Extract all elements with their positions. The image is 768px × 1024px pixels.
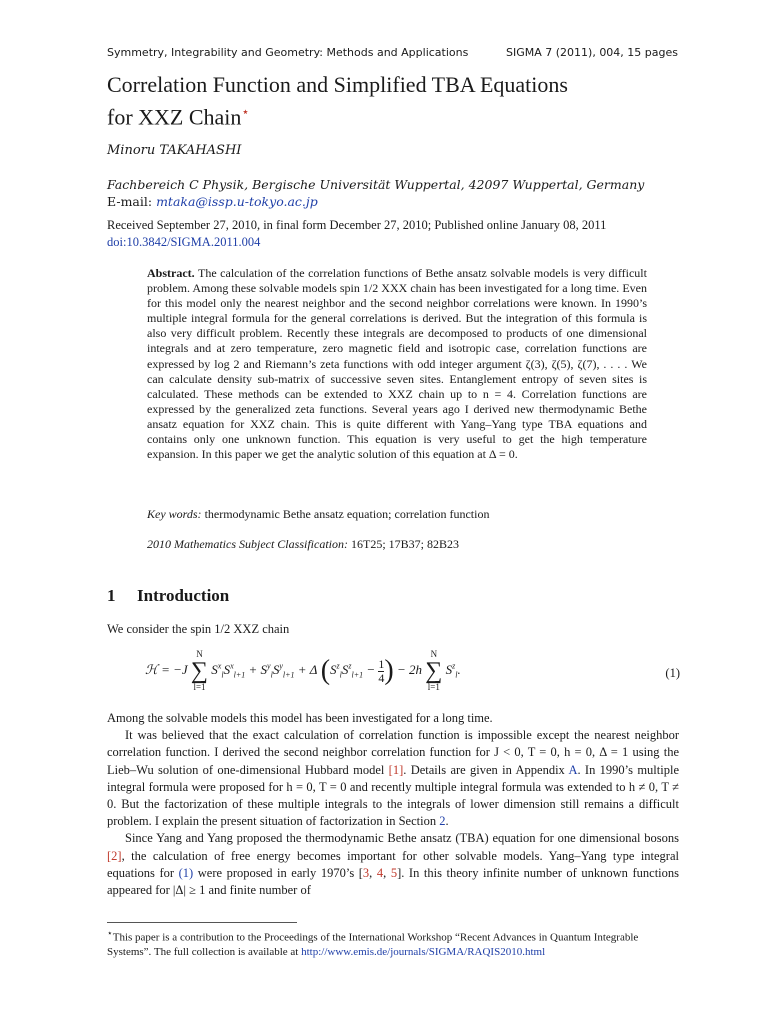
abstract-text: The calculation of the correlation functions of Bethe ansatz solvable models is very difficult problem. Among these solvable models spin 1/2 XXX chain has been investigated for a long time. Even for this model only the nearest neighbor and the second neighbor correlations were known. In 1990’s multiple integral formula for the general correlations is derived. But the integration of this formula is also very difficult problem. Recently these integrals are decomposed to products of one dimensional integrals and at zero temperature, zero magnetic field and isotropic case, correlation functions are expressed by log 2 and Riemann’s zeta functions with odd integer argument ζ(3), ζ(5), ζ(7), . . . . We can calculate density sub-matrix of successive seven sites. Entanglement entropy of seven sites is calculated. These methods can be extended to XXZ chain up to n = 4. Correlation functions are expressed by the generalized zeta functions. Several years ago I derived new thermodynamic Bethe ansatz equation for XXZ chain. This is quite different with Yang–Yang type TBA equations and contains only one unknown function. This equation is very useful to get the high temperature expansion. In this paper we get the analytic solution of this equation at Δ = 0. <box>147 266 647 462</box>
p2-text-a: It was believed that the exact calculation of correlation function is impossible except the nearest neighbor correlation function. I derived the second neighbor correlation function for J < 0, T = 0, h = 0, Δ = 1 using the Lieb–Wu solution of one-dimensional Hubbard model <box>107 728 679 777</box>
p2-text-b: . Details are given in Appendix <box>403 762 569 777</box>
received-dates: Received September 27, 2010, in final form December 27, 2010; Published online January 08, 2011 <box>107 218 607 232</box>
paragraph-3: Since Yang and Yang proposed the thermodynamic Bethe ansatz (TBA) equation for one dimensional bosons [2], the calculation of free energy becomes important for other solvable models. Yang–Yang type integral equations for (1) were proposed in early 1970’s [3, 4, 5]. In this theory infinite number of unknown functions appeared for |Δ| ≥ 1 and finite number of <box>107 831 680 898</box>
abstract <box>147 266 647 462</box>
p3-text-d: ]. In this theory infinite number of unknown functions appeared for |Δ| ≥ 1 and finite number of <box>107 865 680 898</box>
equation-number: (1) <box>665 666 680 680</box>
paper-title <box>107 71 687 130</box>
email-label: E-mail: <box>107 194 153 209</box>
doi-link[interactable]: doi:10.3842/SIGMA.2011.004 <box>107 235 261 249</box>
sum-lower-limit: l=1 <box>193 682 206 692</box>
title-line-2: for XXZ Chain <box>107 104 242 130</box>
footnote-mark: ⋆ <box>107 928 113 938</box>
spin-terms: $S^x_lS^x_{l+1} + S^y_lS^y_{l+1} + \Delta$ <box>211 661 318 680</box>
citation-4[interactable]: 4 <box>376 865 384 880</box>
affiliation: Fachbereich C Physik, Bergische Universität Wuppertal, 42097 Wuppertal, Germany <box>107 177 645 192</box>
keywords-text: thermodynamic Bethe ansatz equation; correlation function <box>204 507 490 521</box>
p3-text-b: , the calculation of free energy becomes important for other solvable models. Yang–Yang type integral equations for <box>107 848 679 880</box>
sum-symbol-2: N ∑ l=1 <box>425 649 443 692</box>
citation-5[interactable]: 5 <box>390 865 398 880</box>
equation-lhs: ℋ = −J <box>145 661 188 677</box>
footnote-rule <box>107 922 297 923</box>
publication-info <box>107 217 667 251</box>
intro-sentence: We consider the spin 1/2 XXZ chain <box>107 622 290 636</box>
volume-info: SIGMA 7 (2011), 004, 15 pages <box>505 46 678 59</box>
section-2-link[interactable]: 2 <box>439 814 446 829</box>
sum-upper-limit: N <box>196 649 203 659</box>
equation-1-link[interactable]: (1) <box>178 865 194 880</box>
appendix-link[interactable]: A <box>568 762 578 777</box>
section-heading <box>107 586 229 606</box>
msc-classification <box>147 537 647 552</box>
p3-text-c: were proposed in early 1970’s [ <box>193 865 363 880</box>
email-line <box>107 193 667 210</box>
footnote-url[interactable]: http://www.emis.de/journals/SIGMA/RAQIS2010.html <box>301 945 546 958</box>
hamiltonian-equation: ℋ = −J N ∑ l=1 $S^x_lS^x_{l+1} + S^y_lS^y_{l+1} + \Delta$ ($S^z_lS^z_{l+1}$ − $\frac{1}{4}$ ) − 2h N ∑ l=1 $S^z_l$. (1) <box>145 649 680 692</box>
msc-label: 2010 Mathematics Subject Classification: <box>147 537 348 551</box>
section-title: Introduction <box>137 586 230 605</box>
email-link[interactable]: mtaka@issp.u-tokyo.ac.jp <box>156 194 318 209</box>
citation-1[interactable]: [1] <box>388 762 404 777</box>
paragraph-2 <box>107 727 679 830</box>
frac-numerator: 1 <box>378 656 385 671</box>
title-footnote-mark[interactable]: ⋆ <box>241 104 250 119</box>
p3-text-a: Since Yang and Yang proposed the thermodynamic Bethe ansatz (TBA) equation for one dimensional bosons <box>125 831 679 846</box>
keywords <box>147 507 647 522</box>
footnote-text: This paper is a contribution to the Proceedings of the International Workshop “Recent Advances in Quantum Integrable Systems”. The full collection is available at <box>107 931 639 958</box>
citation-2[interactable]: [2] <box>107 848 122 863</box>
title-line-1: Correlation Function and Simplified TBA Equations <box>107 72 568 97</box>
affiliation-block <box>107 176 667 210</box>
p2-text-c: . In 1990’s multiple integral formula were proposed for h = 0, T = 0 and recently multiple integral formula was extended to h ≠ 0, T ≠ 0. But the factorization of these multiple integrals to the integrals of lower dimension still remains a difficult problem. I explain the present situation of factorization in Section <box>107 762 679 829</box>
frac-denominator: 4 <box>378 670 385 685</box>
msc-codes: 16T25; 17B37; 82B23 <box>350 537 459 551</box>
journal-name: Symmetry, Integrability and Geometry: Methods and Applications <box>107 46 469 59</box>
abstract-label: Abstract. <box>147 266 195 280</box>
paragraph-1: Among the solvable models this model has been investigated for a long time. <box>107 711 493 725</box>
introduction-body <box>107 710 679 899</box>
footnote <box>107 926 679 959</box>
section-number: 1 <box>107 586 116 605</box>
citation-3[interactable]: 3 <box>362 865 370 880</box>
author-name: Minoru TAKAHASHI <box>107 143 242 158</box>
sum-symbol: N ∑ l=1 <box>190 649 209 692</box>
p2-text-d: . <box>445 814 449 829</box>
keywords-label: Key words: <box>147 507 202 521</box>
